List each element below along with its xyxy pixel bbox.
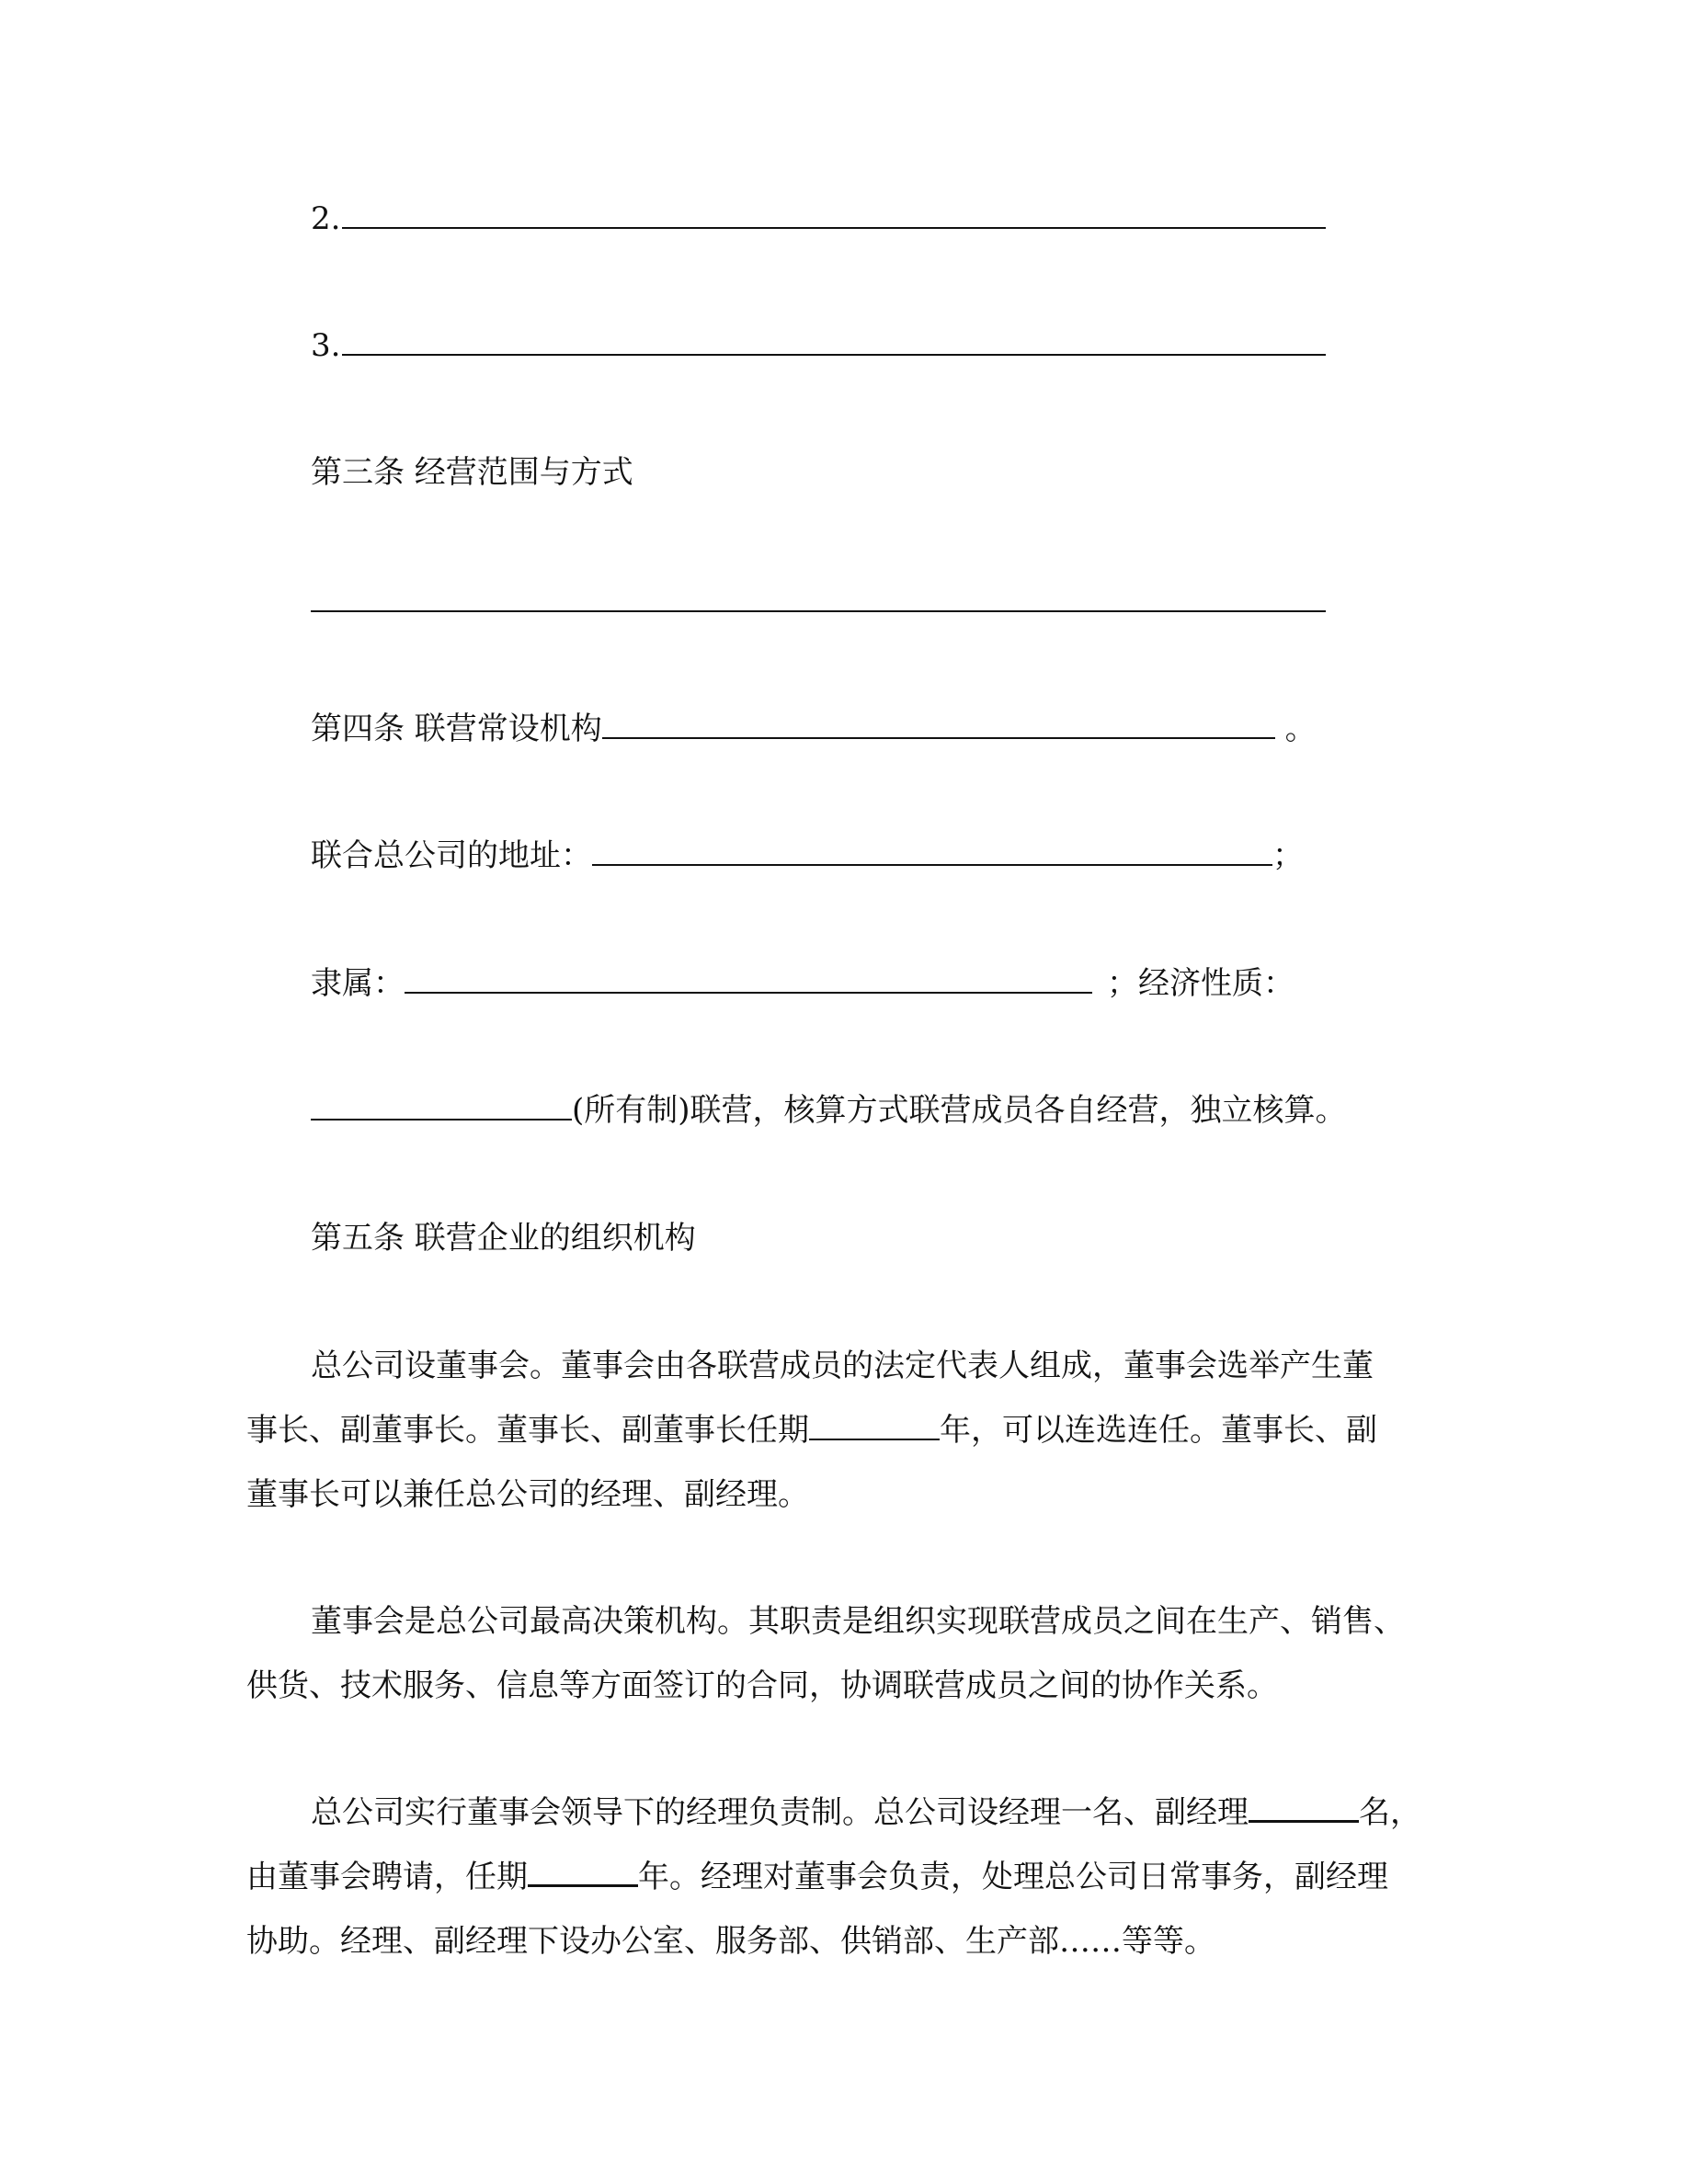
nature-label: ；经济性质： [1107,965,1295,1002]
ownership-text: (所有制)联营，核算方式联营成员各自经营，独立核算。 [572,1092,1347,1129]
fill-blank [405,966,1092,994]
address-end: ； [1272,837,1304,874]
item-number: 2. [311,200,341,237]
fill-blank [809,1413,940,1440]
paragraph-1-line-3: 董事长可以兼任总公司的经理、副经理。 [246,1476,809,1513]
article-5-title: 第五条 联营企业的组织机构 [311,1220,696,1257]
list-item-3 [311,327,1326,364]
paragraph-1-line-1: 总公司设董事会。董事会由各联营成员的法定代表人组成，董事会选举产生董 [311,1348,1374,1384]
paragraph-3-line-1: 总公司实行董事会领导下的经理负责制。总公司设经理一名、副经理 名， [311,1794,1421,1831]
affiliation-line [311,965,1295,1002]
fill-blank [602,711,1275,739]
paragraph-2-line-1: 董事会是总公司最高决策机构。其职责是组织实现联营成员之间在生产、销售、 [311,1603,1405,1640]
article-4-title-line [311,711,1317,747]
paragraph-2-line-2: 供货、技术服务、信息等方面签订的合同，协调联营成员之间的协作关系。 [246,1667,1278,1704]
paragraph-1-line-2: 事长、副董事长。董事长、副董事长任期 年，可以连选连任。董事长、副 [246,1412,1377,1449]
affiliation-label: 隶属： [311,965,405,1002]
article-3-fill-line [311,610,1326,612]
paragraph-3-line-2: 由董事会聘请，任期 年。经理对董事会负责，处理总公司日常事务，副经理 [246,1859,1388,1895]
address-line [311,837,1304,874]
fill-blank [342,201,1326,229]
fill-blank [1249,1794,1359,1823]
paragraph-3-line-3: 协助。经理、副经理下设办公室、服务部、供销部、生产部……等等。 [246,1923,1215,1960]
address-label: 联合总公司的地址： [311,837,592,874]
item-number: 3. [311,327,341,364]
fill-blank [592,838,1272,866]
list-item-2 [311,200,1326,237]
fill-blank [311,1093,572,1120]
article-4-title: 第四条 联营常设机构 [311,711,602,747]
fill-blank [528,1859,638,1887]
article-4-end: 。 [1274,711,1317,747]
fill-blank [342,328,1326,356]
ownership-line [311,1092,1347,1129]
article-3-title: 第三条 经营范围与方式 [311,454,633,491]
